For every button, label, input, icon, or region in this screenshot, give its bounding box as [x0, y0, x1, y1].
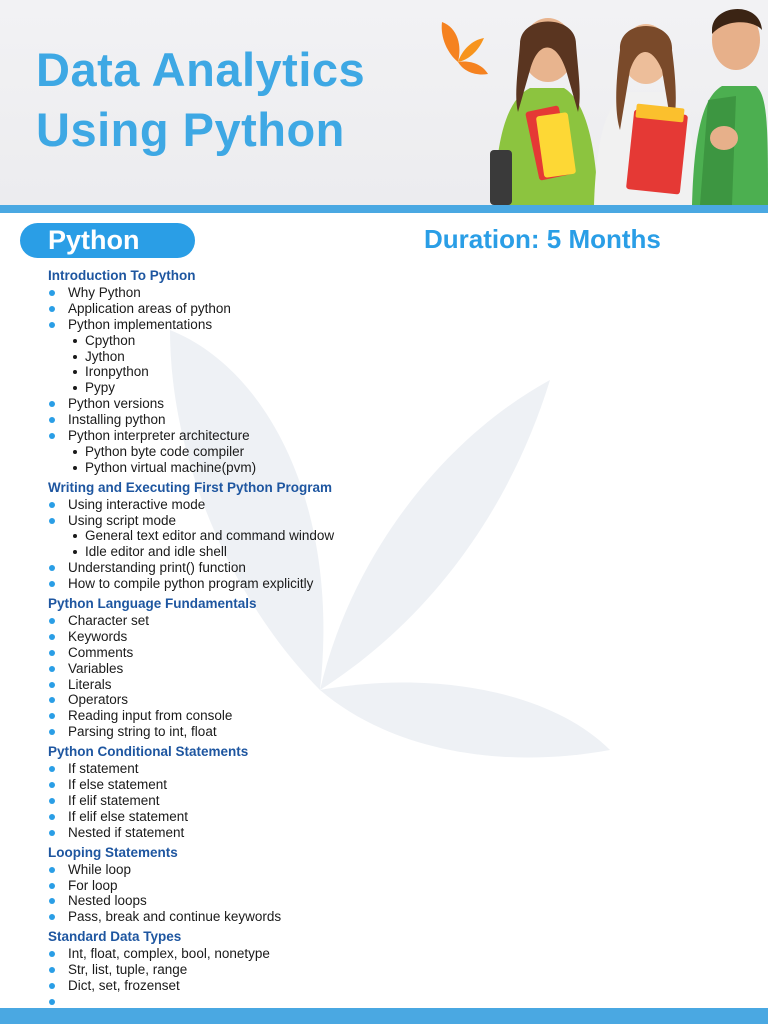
course-name-badge: Python — [20, 223, 195, 258]
topic-item — [48, 793, 748, 809]
topic-item — [48, 317, 748, 333]
topic-label: Python implementations — [68, 316, 213, 332]
bullet-icon — [49, 713, 55, 719]
sub-bullet-icon — [73, 550, 77, 554]
topic-label: Using interactive mode — [68, 496, 206, 512]
course-duration: Duration: 5 Months — [424, 224, 661, 254]
bullet-icon — [49, 417, 55, 423]
topic-item — [48, 285, 748, 301]
bullet-icon — [49, 999, 55, 1005]
topic-label: Str, list, tuple, range — [68, 962, 188, 978]
page-header — [0, 0, 768, 205]
topic-label: Pass, break and continue keywords — [68, 909, 282, 925]
subtopic-label: Pypy — [85, 380, 116, 396]
topic-label: While loop — [68, 861, 132, 877]
topic-list — [48, 946, 748, 1010]
topic-item — [48, 301, 748, 317]
topic-item — [48, 878, 748, 894]
sub-bullet-icon — [73, 534, 77, 538]
bullet-icon — [49, 634, 55, 640]
topic-item — [48, 661, 748, 677]
topic-label: Nested loops — [68, 893, 147, 909]
topic-item — [48, 893, 748, 909]
section-title: Python Conditional Statements — [48, 744, 249, 760]
topic-label: Python versions — [68, 396, 165, 412]
topic-item — [48, 629, 748, 645]
bullet-icon — [49, 306, 55, 312]
bullet-icon — [49, 518, 55, 524]
subtopic-label: Idle editor and idle shell — [85, 544, 227, 560]
subtopic-item — [48, 333, 748, 349]
topic-item — [48, 909, 748, 925]
sub-bullet-icon — [73, 339, 77, 343]
subtopic-label: General text editor and command window — [85, 528, 335, 544]
sub-bullet-icon — [73, 370, 77, 374]
topic-item — [48, 692, 748, 708]
topic-label: If statement — [68, 761, 139, 777]
bullet-icon — [49, 618, 55, 624]
topic-item — [48, 946, 748, 962]
bullet-icon — [49, 898, 55, 904]
students-photo — [486, 0, 768, 205]
subtopic-item — [48, 349, 748, 365]
bullet-icon — [49, 782, 55, 788]
bullet-icon — [49, 967, 55, 973]
topic-item — [48, 862, 748, 878]
section-title: Standard Data Types — [48, 929, 182, 945]
topic-list — [48, 862, 748, 926]
subtopic-label: Jython — [85, 348, 125, 364]
sub-bullet-icon — [73, 450, 77, 454]
orange-leaf-logo-icon — [432, 18, 492, 80]
subtopic-label: Python byte code compiler — [85, 443, 245, 459]
topic-item — [48, 560, 748, 576]
header-divider-band — [0, 205, 768, 213]
topic-item — [48, 777, 748, 793]
bullet-icon — [49, 830, 55, 836]
bullet-icon — [49, 951, 55, 957]
subtopic-item — [48, 544, 748, 560]
topic-label: How to compile python program explicitly — [68, 576, 314, 592]
topic-item — [48, 677, 748, 693]
topic-item — [48, 724, 748, 740]
page-title-line-1: Data Analytics — [36, 43, 366, 96]
topic-label: Character set — [68, 613, 150, 629]
bullet-icon — [49, 401, 55, 407]
sub-bullet-icon — [73, 355, 77, 359]
topic-label: Comments — [68, 644, 134, 660]
topic-item — [48, 809, 748, 825]
sub-bullet-icon — [73, 386, 77, 390]
topic-list — [48, 613, 748, 740]
topic-label: Keywords — [68, 628, 128, 644]
topic-label: Nested if statement — [68, 824, 185, 840]
topic-label: Installing python — [68, 412, 166, 428]
subtopic-item — [48, 380, 748, 396]
topic-label: Variables — [68, 660, 124, 676]
section-title: Looping Statements — [48, 844, 178, 860]
section-title: Python Language Fundamentals — [48, 596, 257, 612]
bullet-icon — [49, 798, 55, 804]
subtopic-item — [48, 364, 748, 380]
topic-item — [48, 978, 748, 994]
topic-item — [48, 497, 748, 513]
bullet-icon — [49, 766, 55, 772]
topic-label: If elif statement — [68, 792, 160, 808]
topic-item — [48, 708, 748, 724]
page-title-line-2: Using Python — [36, 103, 345, 156]
topic-label: If elif else statement — [68, 808, 189, 824]
topic-list — [48, 285, 748, 476]
topic-item — [48, 962, 748, 978]
topic-label: Understanding print() function — [68, 560, 246, 576]
topic-label: If else statement — [68, 777, 168, 793]
bullet-icon — [49, 322, 55, 328]
bullet-icon — [49, 729, 55, 735]
subtopic-label: Ironpython — [85, 364, 149, 380]
section-title: Introduction To Python — [48, 268, 196, 283]
subtopic-item — [48, 528, 748, 544]
footer-band — [0, 1008, 768, 1024]
bullet-icon — [49, 581, 55, 587]
bullet-icon — [49, 867, 55, 873]
topic-label: Dict, set, frozenset — [68, 977, 180, 993]
topic-label: Application areas of python — [68, 300, 231, 316]
topic-label: Python interpreter architecture — [68, 428, 250, 444]
section-title: Writing and Executing First Python Program — [48, 479, 333, 495]
topic-label: Using script mode — [68, 512, 177, 528]
bullet-icon — [49, 983, 55, 989]
topic-item — [48, 645, 748, 661]
bullet-icon — [49, 433, 55, 439]
topic-item — [48, 825, 748, 841]
bullet-icon — [49, 682, 55, 688]
topic-item — [48, 761, 748, 777]
syllabus-content — [48, 267, 748, 1010]
topic-item — [48, 412, 748, 428]
subtopic-label: Cpython — [85, 332, 136, 348]
topic-label: For loop — [68, 877, 118, 893]
topic-item — [48, 613, 748, 629]
bullet-icon — [49, 502, 55, 508]
subtopic-item — [48, 444, 748, 460]
topic-list — [48, 761, 748, 840]
topic-label: Literals — [68, 676, 112, 692]
bullet-icon — [49, 883, 55, 889]
bullet-icon — [49, 650, 55, 656]
bullet-icon — [49, 666, 55, 672]
topic-label: Int, float, complex, bool, nonetype — [68, 946, 270, 962]
topic-item — [48, 396, 748, 412]
bullet-icon — [49, 697, 55, 703]
topic-label: Why Python — [68, 285, 141, 300]
bullet-icon — [49, 914, 55, 920]
subtopic-label: Python virtual machine(pvm) — [85, 459, 257, 475]
sub-bullet-icon — [73, 466, 77, 470]
topic-list — [48, 497, 748, 592]
topic-label: Parsing string to int, float — [68, 724, 217, 740]
subtopic-item — [48, 460, 748, 476]
bullet-icon — [49, 290, 55, 296]
bullet-icon — [49, 565, 55, 571]
topic-label: Reading input from console — [68, 708, 233, 724]
topic-item — [48, 428, 748, 444]
topic-item — [48, 576, 748, 592]
bullet-icon — [49, 814, 55, 820]
topic-label: Operators — [68, 692, 129, 708]
topic-item — [48, 513, 748, 529]
